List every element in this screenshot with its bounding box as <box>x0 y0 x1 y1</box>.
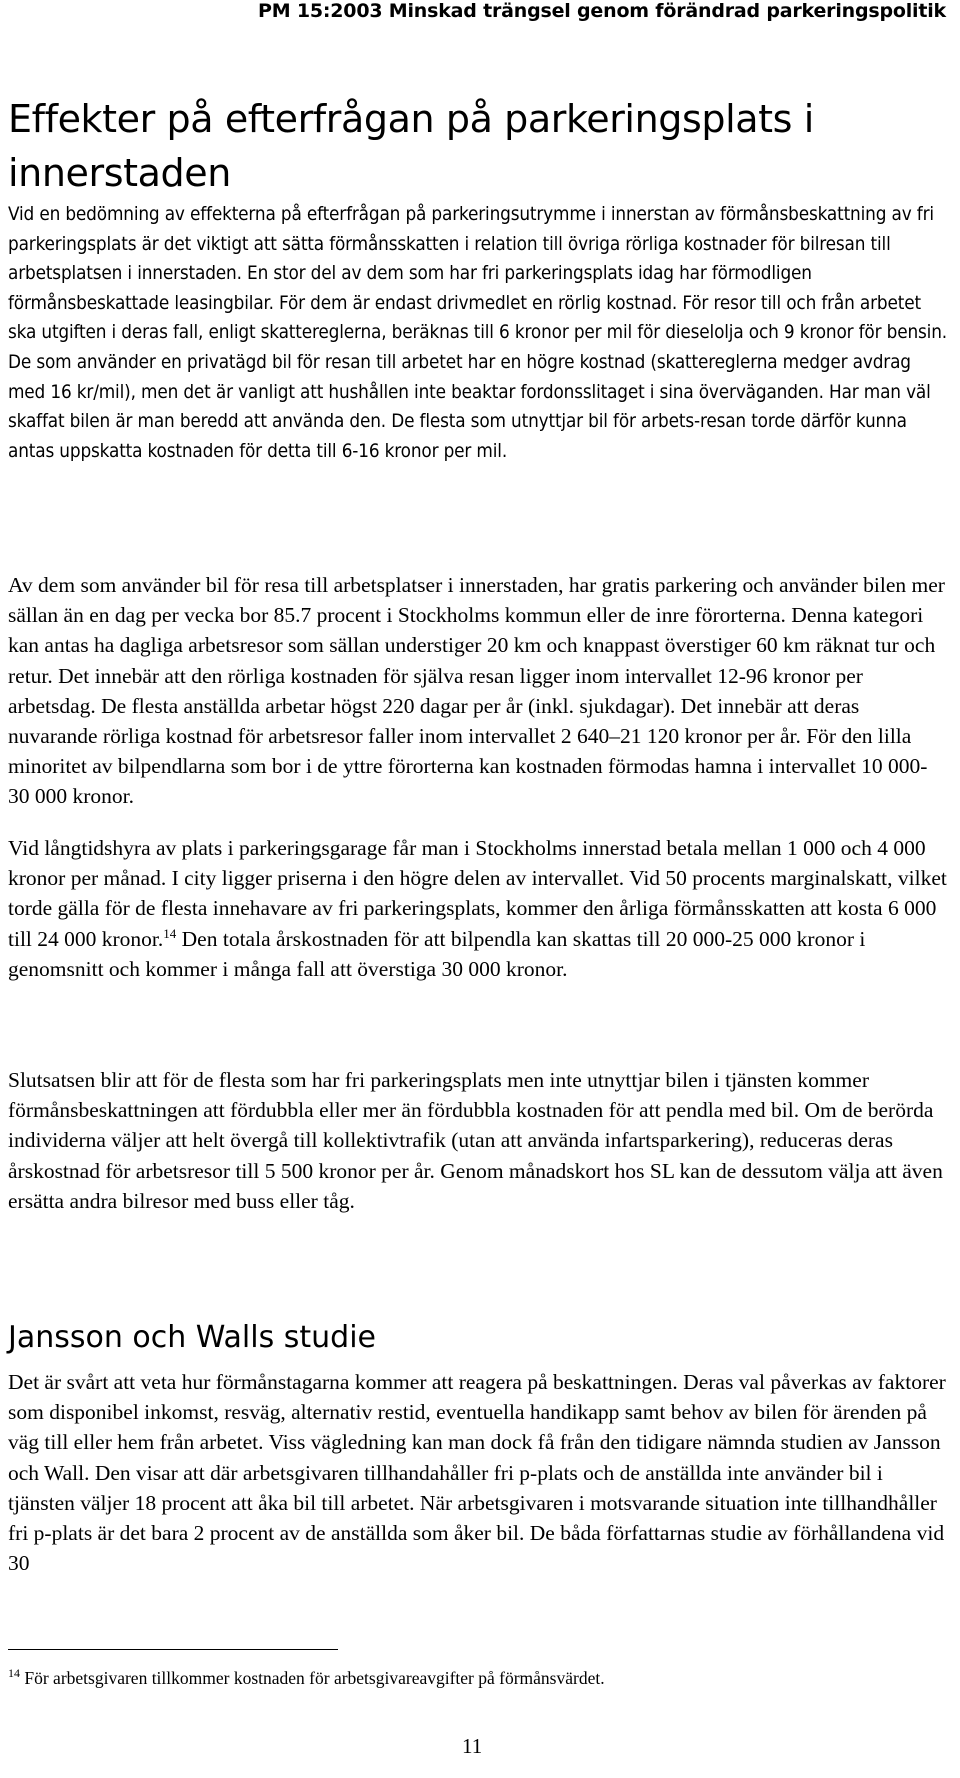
paragraph-innerstaden-pendlare: Av dem som använder bil för resa till arbetsplatser i innerstaden, har gratis parkering och använder bilen mer sällan än en dag per vecka bor 85.7 procent i Stockholms kommun eller de inre förorterna. Denna kategori kan antas ha dagliga arbetsresor som sällan understiger 20 km och knappast överstiger 60 km räknat tur och retur. Det innebär att den rörliga kostnaden för själva resan ligger inom intervallet 12-96 kronor per arbetsdag. De flesta anställda arbetar högst 220 dagar per år (inkl. sjukdagar). Det innebär att deras nuvarande rörliga kostnad för arbetsresor faller inom intervallet 2 640–21 120 kronor per år. För den lilla minoritet av bilpendlarna som bor i de yttre förorterna kan kostnaden förmodas hamna i intervallet 10 000- 30 000 kronor. <box>8 573 945 809</box>
paragraph-slutsats: Slutsatsen blir att för de flesta som har fri parkeringsplats men inte utnyttjar bilen i tjänsten kommer förmånsbeskattningen att fördubbla eller mer än fördubbla kostnaden för att pendla med bil. Om de berörda individerna väljer att helt övergå till kollektivtrafik (utan att använda infartsparkering), reduceras deras årskostnad för arbetsresor till 5 500 kronor per år. Genom månadskort hos SL kan de dessutom välja att även ersätta andra bilresor med buss eller tåg. <box>8 1068 943 1213</box>
footnote-number: 14 <box>8 1666 20 1681</box>
running-header: PM 15:2003 Minskad trängsel genom förändrad parkeringspolitik <box>258 0 946 22</box>
section-heading-jansson-wall: Jansson och Walls studie <box>8 1320 377 1355</box>
paragraph-jansson-wall: Det är svårt att veta hur förmånstagarna kommer att reagera på beskattningen. Deras val påverkas av faktorer som disponibel inkomst, resväg, alternativ restid, eventuella handikapp samt behov av bilen för ärenden på väg till eller hem från arbetet. Viss vägledning kan man dock få från den tidigare nämnda studien av Jansson och Wall. Den visar att där arbetsgivaren tillhandahåller fri p-plats och de anställda inte använder bil i tjänsten väljer 18 procent att åka bil till arbetet. När arbetsgivaren i motsvarande situation inte tillhandhåller fri p-plats är det bara 2 procent av de anställda som åker bil. De båda författarnas studie av förhållandena vid 30 <box>8 1370 946 1576</box>
paragraph-effekter-intro: Vid en bedömning av effekterna på efterfrågan på parkeringsutrymme i innerstan av förmånsbeskattning av fri parkeringsplats är det viktigt att sätta förmånsskatten i relation till övriga rörliga kostnader för bilresan till arbetsplatsen i innerstaden. En stor del av dem som har fri parkeringsplats idag har förmodligen förmånsbeskattade leasingbilar. För dem är endast drivmedlet en rörlig kostnad. För resor till och från arbetet ska utgiften i deras fall, enligt skattereglerna, beräknas till 6 kronor per mil för dieselolja och 9 kronor för bensin. De som använder en privatägd bil för resan till arbetet har en högre kostnad (skattereglerna medger avdrag med 16 kr/mil), men det är vanligt att hushållen inte beaktar fordonsslitaget i sina överväganden. Har man väl skaffat bilen är man beredd att använda den. De flesta som utnyttjar bil för arbets-resan torde därför kunna antas uppskatta kostnaden för detta till 6-16 kronor per mil. <box>8 204 947 462</box>
footnote-text: För arbetsgivaren tillkommer kostnaden för arbetsgivareavgifter på förmånsvärdet. <box>20 1668 605 1688</box>
footnote-divider <box>8 1649 338 1650</box>
paragraph-text-end: Den totala årskostnaden för att bilpendla kan skattas till 20 000-25 000 kronor i genomsnitt och kommer i många fall att överstiga 30 000 kronor. <box>8 926 866 981</box>
footnote <box>8 1665 605 1691</box>
page-number: 11 <box>462 1734 483 1758</box>
footnote-reference: 14 <box>163 925 177 941</box>
paragraph-text-start: Vid långtidshyra av plats i parkeringsgarage får man i Stockholms innerstad betala mellan 1 000 och 4 000 kronor per månad. I city ligger priserna i den högre delen av intervallet. Vid 50 procents marginalskatt, vilket torde gälla för de flesta innehavare av fri parkeringsplats, kommer den årliga förmånsskatten att kosta 6 000 till 24 000 kronor. <box>8 836 947 951</box>
section-heading-effekter: Effekter på efterfrågan på parkeringsplats i innerstaden <box>8 97 814 195</box>
paragraph-langtidshyra <box>8 833 953 984</box>
